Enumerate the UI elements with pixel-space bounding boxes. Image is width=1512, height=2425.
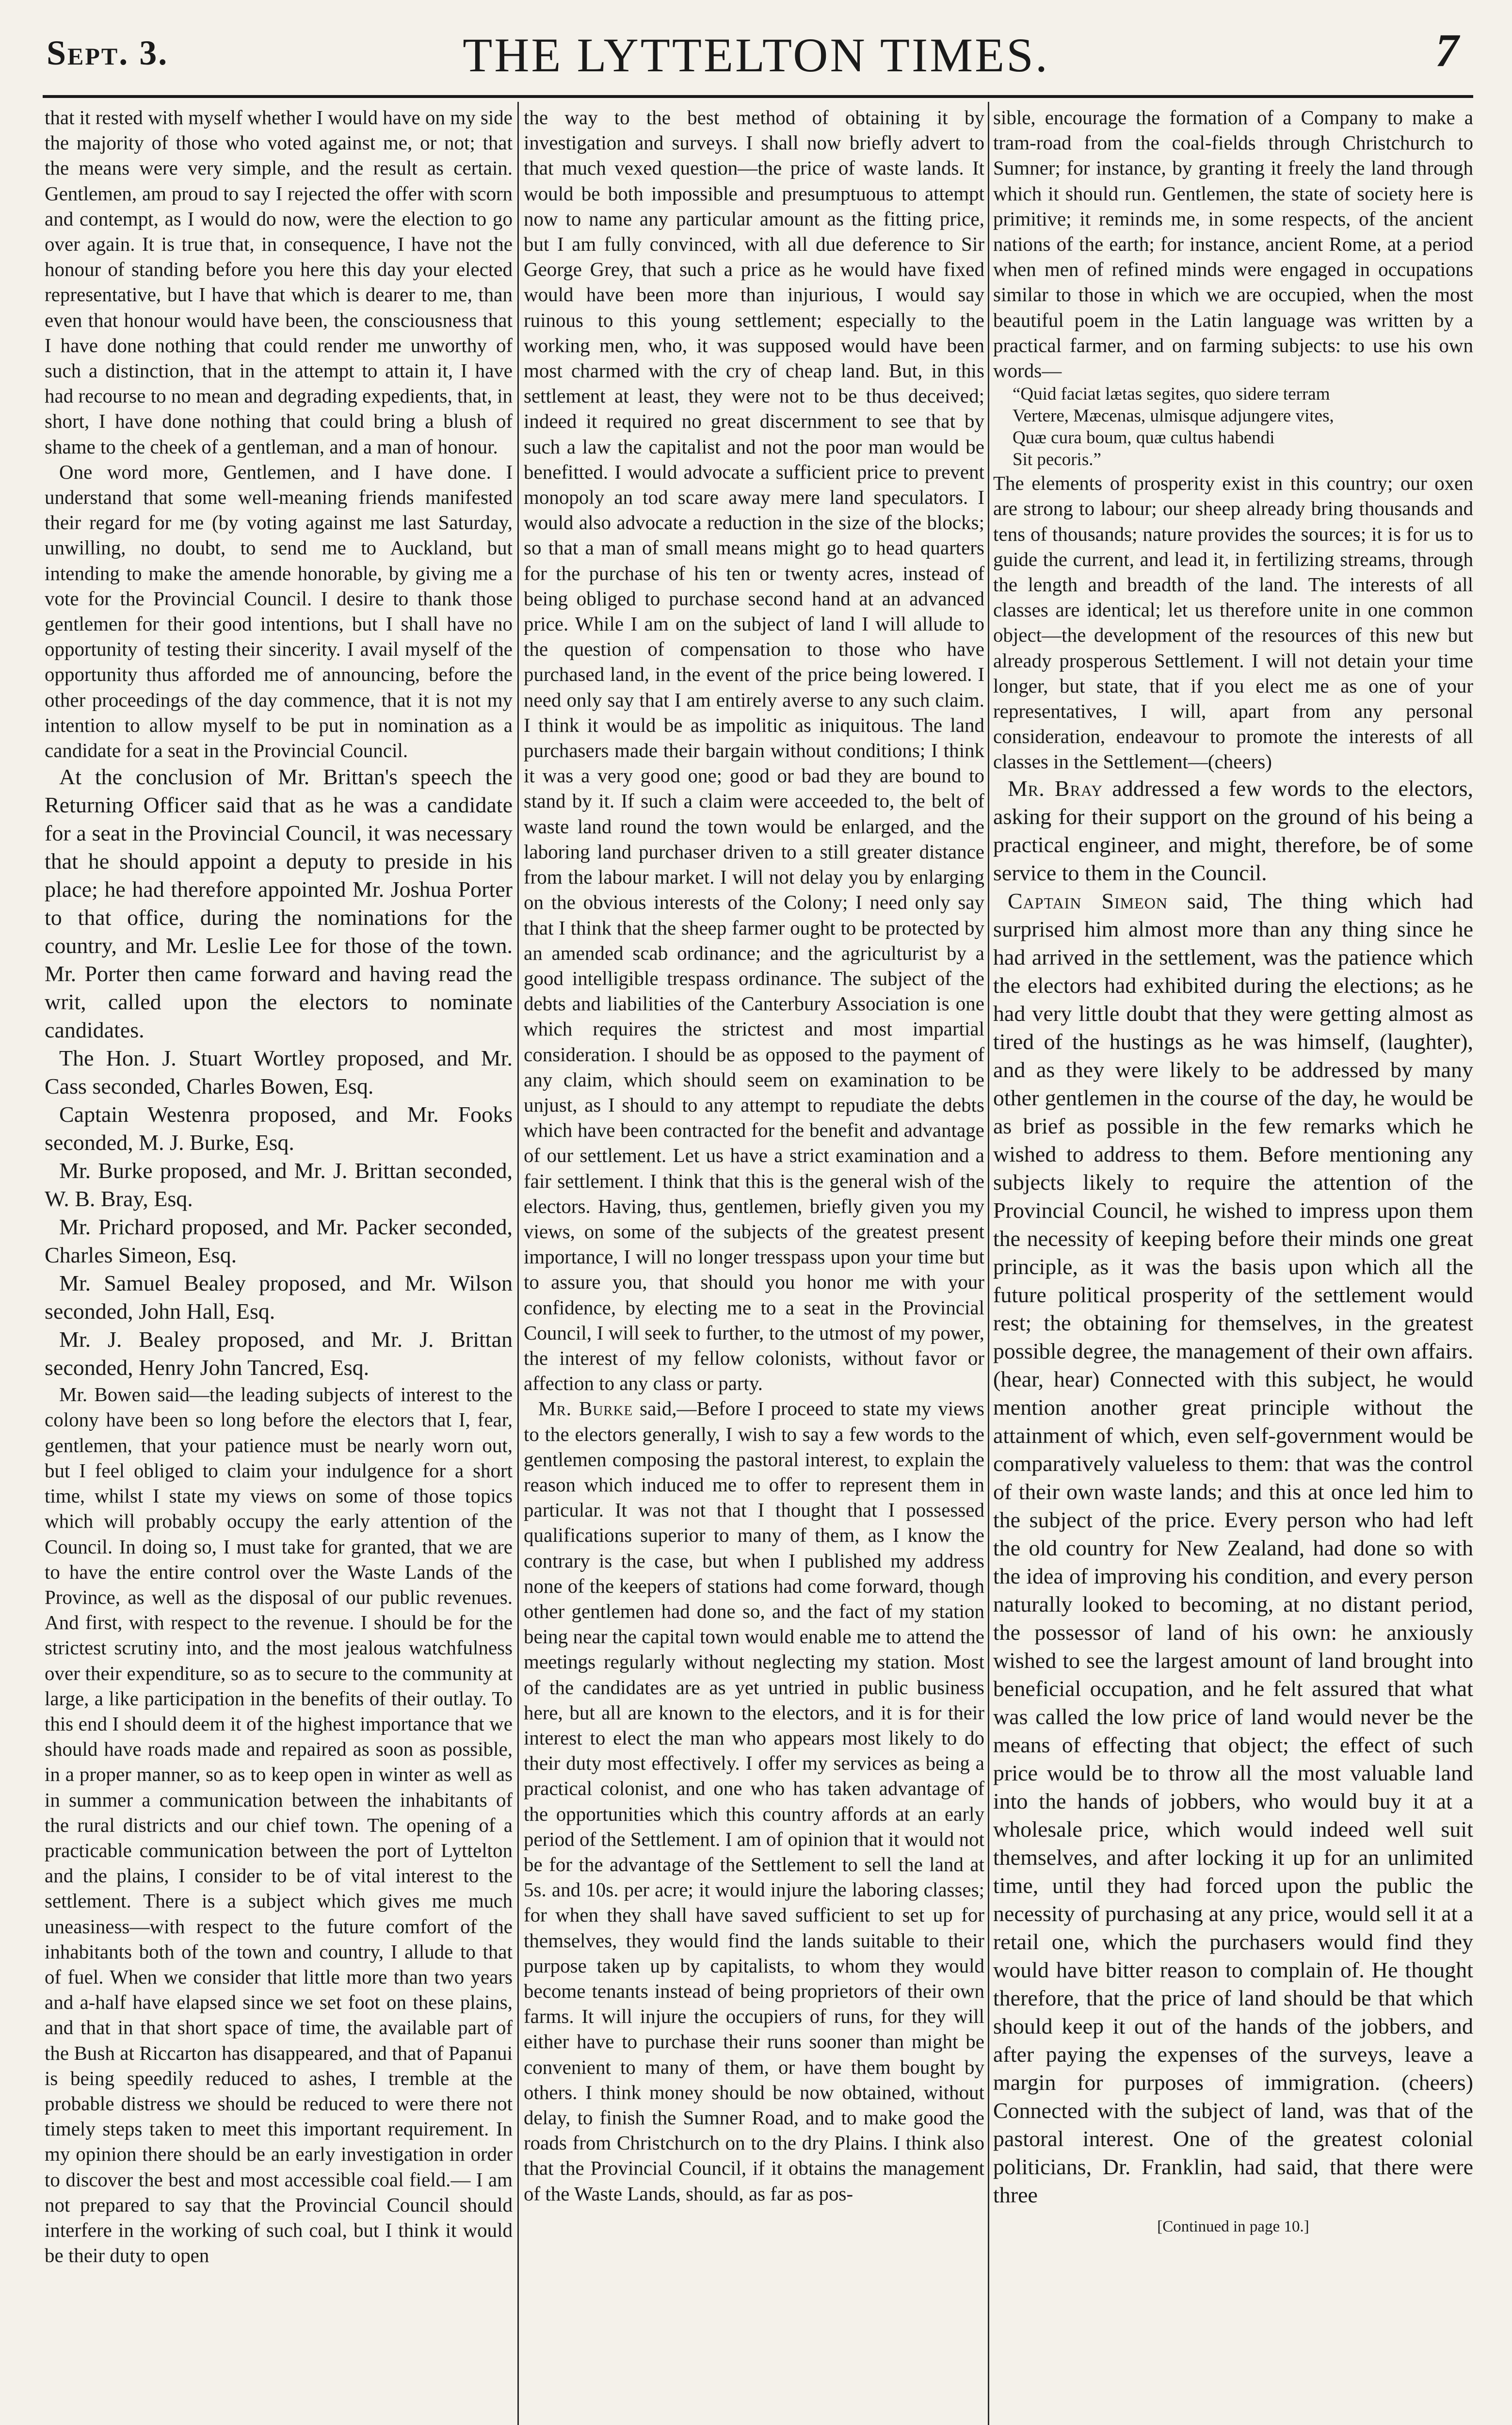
column-divider [517,102,519,2425]
column-2 [524,105,984,2413]
nomination-entry: Captain Westenra proposed, and Mr. Fooks seconded, M. J. Burke, Esq. [45,1102,513,1155]
quote-line: Quæ cura boum, quæ cultus habendi [1013,428,1275,448]
paragraph-text: said, The thing which had surprised him almost more than any thing since he had arrived in the settlement, was the patience which the electors had exhibited during the elections; as he had very little doubt that they were getting almost as tired of the hustings as he was himself, (laughter), and as they were likely to be addressed by many other gentlemen in the course of the day, he would be as brief as possible in the few remarks which he wished to address to them. Before mentioning any subjects likely to require the attention of the Provincial Council, he wished to impress upon them the necessity of keeping before their minds one great principle, as it was the basis upon which all the future political prosperity of the settlement would rest; the obtaining for themselves, in the greatest possible degree, the management of their own affairs. (hear, hear) Connected with this subject, he would mention another great principle without the attainment of which, even self-government would be comparatively valueless to them: that was the control of their own waste lands; and this at once led him to the subject of the price. Every person who had left the old country for New Zealand, had done so with the idea of improving his condition, and every person naturally looked to becoming, at no distant period, the possessor of land of his own: he anxiously wished to see the largest amount of land brought into beneficial occupation, and he felt assured that what was called the low price of land would never be the means of effecting that object; the effect of such price would be to throw all the most valuable land into the hands of jobbers, who would buy it at a wholesale price, which would indeed well suit themselves, and after locking it up for an unlimited time, until they had forced upon the public the necessity of purchasing at any price, would sell it at a retail one, which the purchasers would find they would have bitter reason to complain of. He thought therefore, that the price of land should be that which should keep it out of the hands of the jobbers, and after paying the expenses of the surveys, leave a margin for purposes of immigration. (cheers) Connected with the subject of land, was that of the pastoral interest. One of the greatest colonial politicians, Dr. Franklin, had said, that there were three [993,888,1473,2207]
nomination-entry: Mr. Prichard proposed, and Mr. Packer seconded, Charles Simeon, Esq. [45,1214,513,1268]
quote-line: Vertere, Mæcenas, ulmisque adjungere vites, [1013,406,1334,426]
paragraph-text: addressed a few words to the electors, asking for their support on the ground of his being a practical engineer, and might, therefore, be of some service to them in the Council. [993,776,1473,885]
paragraph-text: said,—Before I proceed to state my views to the electors generally, I wish to say a few words to the gentlemen composing the pastoral interest, to explain the reason which induced me to offer to represent them in particular. It was not that I thought that I possessed qualifications superior to many of them, as I know the contrary is the case, but when I published my address none of the keepers of stations had come forward, though other gentlemen had done so, and the fact of my station being near the capital town would enable me to attend the meetings regularly without neglecting my station. Most of the candidates are as yet untried in public business here, but all are known to the electors, and it is for their interest to elect the man who appears most likely to do their duty most effectively. I offer my services as being a practical colonist, and one who has taken advantage of the opportunities which this country affords at an early period of the Settlement. I am of opinion that it would not be for the advantage of the Settlement to sell the land at 5s. and 10s. per acre; it would injure the laboring classes; for when they shall have saved sufficient to set up for themselves, they would find the lands suitable to their purpose taken up by capitalists, to whom they would become tenants instead of being proprietors of their own farms. It will injure the occupiers of runs, for they will either have to purchase their runs sooner than might be convenient to many of them, or have them bought by others. I think money should be now obtained, without delay, to finish the Sumner Road, and to make good the roads from Christchurch on to the dry Plains. I think also that the Provincial Council, if it obtains the management of the Waste Lands, should, as far as pos- [524,1397,984,2205]
continued-note: [Continued in page 10.] [1157,2217,1309,2235]
paragraph [993,887,1473,2209]
paragraph [524,1396,984,2206]
nomination-entry: Mr. J. Bealey proposed, and Mr. J. Brittan seconded, Henry John Tancred, Esq. [45,1327,513,1380]
quote-line: Sit pecoris.” [1013,450,1101,470]
speaker-name: Mr. Burke [538,1397,633,1420]
page-number: 7 [1435,24,1459,76]
paragraph: Mr. Bowen said—the leading subjects of interest to the colony have been so long before the electors that I, fear, gentlemen, that your patience must be nearly worn out, but I feel obliged to claim your indulgence for a short time, whilst I state my views on some of those topics which will probably occupy the early attention of the Council. In doing so, I must take for granted, that we are to have the entire control over the Waste Lands of the Province, as well as the disposal of our public revenues. And first, with respect to the revenue. I should be for the strictest scrutiny into, and the most jealous watchfulness over their expenditure, so as to secure to the community at large, a like participation in the benefits of their outlay. To this end I should deem it of the highest importance that we should have roads made and repaired as soon as possible, in a proper manner, so as to keep open in winter as well as in summer a communication between the inhabitants of the rural districts and our chief town. The opening of a practicable communication between the port of Lyttelton and the plains, I consider to be of vital interest to the settlement. There is a subject which gives me much uneasiness—with respect to the future comfort of the inhabitants both of the town and country, I allude to that of fuel. When we consider that little more than two years and a-half have elapsed since we set foot on these plains, and that in that short space of time, the available part of the Bush at Riccarton has disappeared, and that of Papanui is being speedily reduced to ashes, I tremble at the probable distress we should be reduced to were there not timely steps taken to meet this important requirement. In my opinion there should be an early investigation in order to discover the best and most accessible coal field.— I am not prepared to say that the Provincial Council should interfere in the working of such coal, but I think it would be their duty to open [45,1383,513,2267]
newspaper-title: THE LYTTELTON TIMES. [463,28,1049,82]
column-3 [993,105,1473,2413]
quote-line: “Quid faciat lætas segites, quo sidere terram [1013,384,1330,404]
latin-quotation [1013,383,1473,470]
paragraph: sible, encourage the formation of a Company to make a tram-road from the coal-fields through Christchurch to Sumner; for instance, by granting it freely the land through which it should run. Gentlemen, the state of society here is primitive; it reminds me, in some respects, of the ancient nations of the earth; for instance, ancient Rome, at a period when men of refined minds were engaged in occupations similar to those in which we are occupied, when the most beautiful poem in the Latin language was written by a practical farmer, and on farming subjects: to use his own words— [993,106,1473,382]
masthead [0,0,1512,99]
nomination-entry: Mr. Samuel Bealey proposed, and Mr. Wilson seconded, John Hall, Esq. [45,1271,513,1324]
speaker-name: Mr. Bray [1008,776,1103,801]
nomination-entry: Mr. Burke proposed, and Mr. J. Brittan seconded, W. B. Bray, Esq. [45,1158,513,1212]
paragraph: At the conclusion of Mr. Brittan's speech the Returning Officer said that as he was a candidate for a seat in the Provincial Council, it was necessary that he should appoint a deputy to preside in his place; he had therefore appointed Mr. Joshua Porter to that office, during the nominations for the country, and Mr. Leslie Lee for those of the town. Mr. Porter then came forward and having read the writ, called upon the electors to nominate candidates. [45,764,513,1043]
masthead-rule [43,95,1473,98]
paragraph: One word more, Gentlemen, and I have done. I understand that some well-meaning friends manifested their regard for me (by voting against me last Saturday, unwilling, no doubt, to send me to Auckland, but intending to make the amende honorable, by giving me a vote for the Provincial Council. I desire to thank those gentlemen for their good intentions, but I shall have no opportunity of testing their sincerity. I avail myself of the opportunity thus afforded me of announcing, before the other proceedings of the day commence, that it is not my intention to allow myself to be put in nomination as a candidate for a seat in the Provincial Council. [45,460,513,762]
nomination-entry: The Hon. J. Stuart Wortley proposed, and Mr. Cass seconded, Charles Bowen, Esq. [45,1046,513,1099]
column-divider [988,102,989,2425]
speaker-name: Captain Simeon [1008,888,1168,913]
paragraph: The elements of prosperity exist in this country; our oxen are strong to labour; our sheep already bring thousands and tens of thousands; nature provides the sources; it is for us to guide the current, and lead it, in fertilizing streams, through the length and breadth of the land. The interests of all classes are identical; let us therefore unite in one common object—the development of the resources of this new but already prosperous Settlement. I will not detain your time longer, but state, that if you elect me as one of your representatives, I will, apart from any personal consideration, endeavour to promote the interests of all classes in the Settlement—(cheers) [993,472,1473,773]
column-1 [45,105,513,2413]
paragraph: the way to the best method of obtaining it by investigation and surveys. I shall now briefly advert to that much vexed question—the price of waste lands. It would be both impossible and presumptuous to attempt now to name any particular amount as the fitting price, but I am fully convinced, with all due deference to Sir George Grey, that such a price as he would have fixed would have been more than injurious, I would say ruinous to this young settlement; especially to the working men, who, it was supposed would have been most charmed with the cry of cheap land. But, in this settlement at least, they were not to be thus deceived; indeed it required no great discernment to see that by such a law the capitalist and not the poor man would be benefitted. I would advocate a sufficient price to prevent monopoly an tod scare away mere land speculators. I would also advocate a reduction in the size of the blocks; so that a man of small means might go to head quarters for the purchase of his ten or twenty acres, instead of being obliged to purchase second hand at an advanced price. While I am on the subject of land I will allude to the question of compensation to those who have purchased land, in the event of the price being lowered. I need only say that I am entirely averse to any such claim. I think it would be as impolitic as iniquitous. The land purchasers made their bargain without conditions; I think it was a very good one; good or bad they are bound to stand by it. If such a claim were acceeded to, the belt of waste land round the town would be enlarged, and the laboring land purchaser driven to a still greater distance from the labour market. I will not delay you by enlarging on the obvious interests of the Colony; I need only say that I think that the sheep farmer ought to be protected by an amended scab ordinance; and the agriculturist by a good intelligible trespass ordinance. The subject of the debts and liabilities of the Canterbury Association is one which requires the strictest and most impartial consideration. I should be as opposed to the payment of any claim, which should seem on examination to be unjust, as I should to any attempt to repudiate the debts which have been contracted for the benefit and advantage of our settlement. Let us have a strict examination and a fair settlement. I think that this is the general wish of the electors. Having, thus, gentlemen, briefly given you my views, on some of the subjects of the greatest present importance, I will no longer tresspass upon your time but to assure you, that should you honor me with your confidence, by electing me to a seat in the Provincial Council, I will seek to further, to the utmost of my power, the interest of my fellow colonists, without favor or affection to any class or party. [524,106,984,1395]
paragraph: that it rested with myself whether I would have on my side the majority of those who voted against me, or not; that the means were very simple, and the result as certain. Gentlemen, am proud to say I rejected the offer with scorn and contempt, as I would do now, were the election to go over again. It is true that, in consequence, I have not the honour of standing before you here this day your elected representative, but I have that which is dearer to me, than even that honour would have been, the consciousness that I have done nothing that could render me unworthy of such a distinction, that in the attempt to attain it, I have had recourse to no mean and degrading expedients, that, in short, I have done nothing that could bring a blush of shame to the cheek of a gentleman, and a man of honour. [45,106,513,458]
paragraph [993,775,1473,887]
issue-date: Sept. 3. [47,33,169,72]
